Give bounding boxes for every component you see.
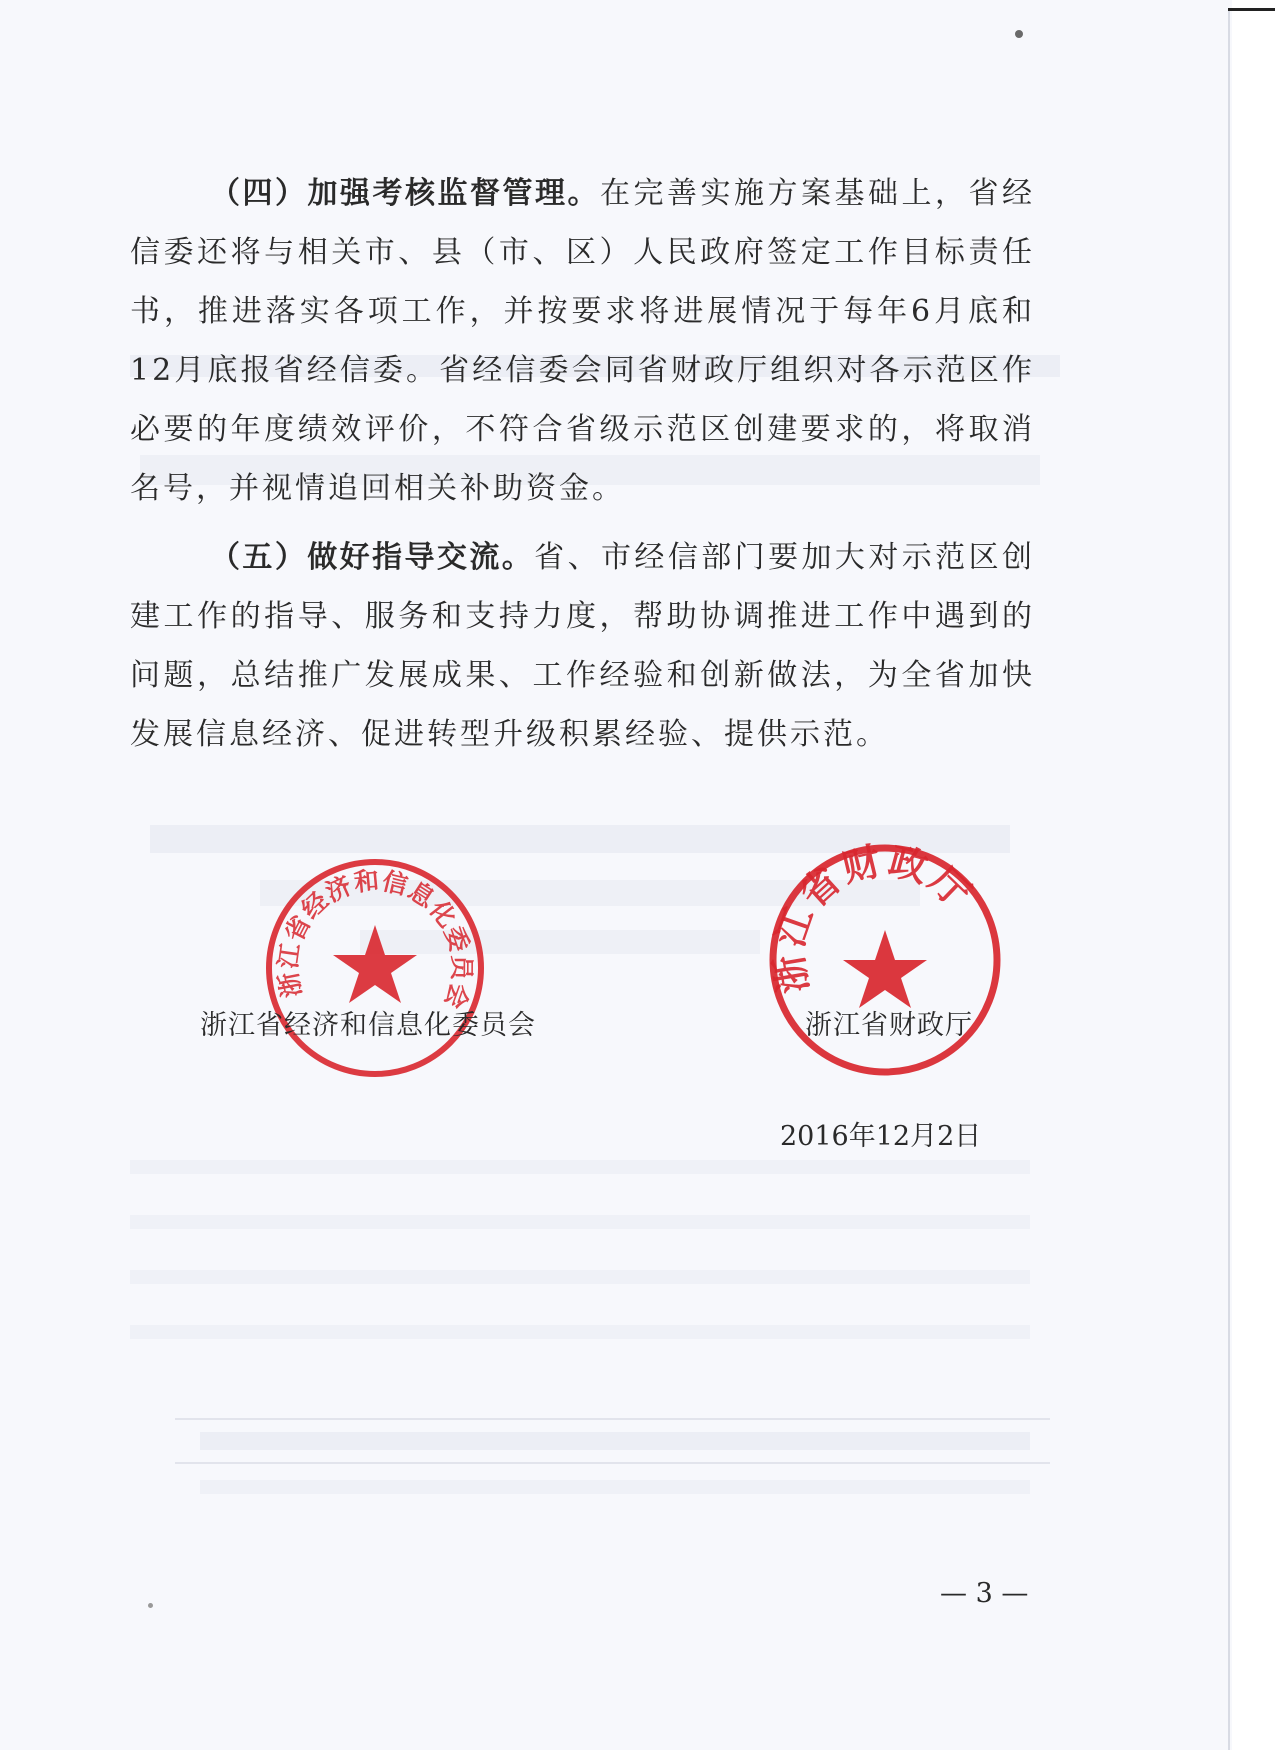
signature-right: 浙江省财政厅 <box>805 1010 973 1041</box>
page-number: — 3 — <box>940 1578 1029 1609</box>
page-edge <box>1232 0 1275 1750</box>
seal-right-star <box>843 930 927 1008</box>
page-edge-line <box>1228 10 1230 1750</box>
scan-speck <box>148 1603 153 1608</box>
seal-left-star <box>333 925 417 1003</box>
seal-right <box>765 840 1005 1080</box>
seal-left-text: 浙江省经济和信息化委员会 <box>273 865 477 1014</box>
paragraph-4-lead: （四）加强考核监督管理。 <box>210 176 600 211</box>
paragraph-5-body: 省、市经信部门要加大对示范区创建工作的指导、服务和支持力度，帮助协调推进工作中遇到的问题，总结推广发展成果、工作经验和创新做法，为全省加快发展信息经济、促进转型升级积累经验、提供示范。 <box>130 540 1036 752</box>
seal-right-text: 浙江省财政厅 <box>766 840 981 997</box>
paragraph-5-lead: （五）做好指导交流。 <box>210 540 535 575</box>
seal-left <box>262 855 488 1081</box>
signature-left: 浙江省经济和信息化委员会 <box>200 1010 536 1041</box>
paragraph-4 <box>130 164 1035 518</box>
paragraph-5 <box>130 528 1035 764</box>
page-edge-mark <box>1228 8 1275 11</box>
scan-speck <box>1015 30 1023 38</box>
paragraph-4-body: 在完善实施方案基础上，省经信委还将与相关市、县（市、区）人民政府签定工作目标责任书，推进落实各项工作，并按要求将进展情况于每年6月底和12月底报省经信委。省经信委会同省财政厅组织对各示范区作必要的年度绩效评价，不符合省级示范区创建要求的，将取消名号，并视情追回相关补助资金。 <box>130 176 1035 506</box>
document-date: 2016年12月2日 <box>780 1121 982 1152</box>
